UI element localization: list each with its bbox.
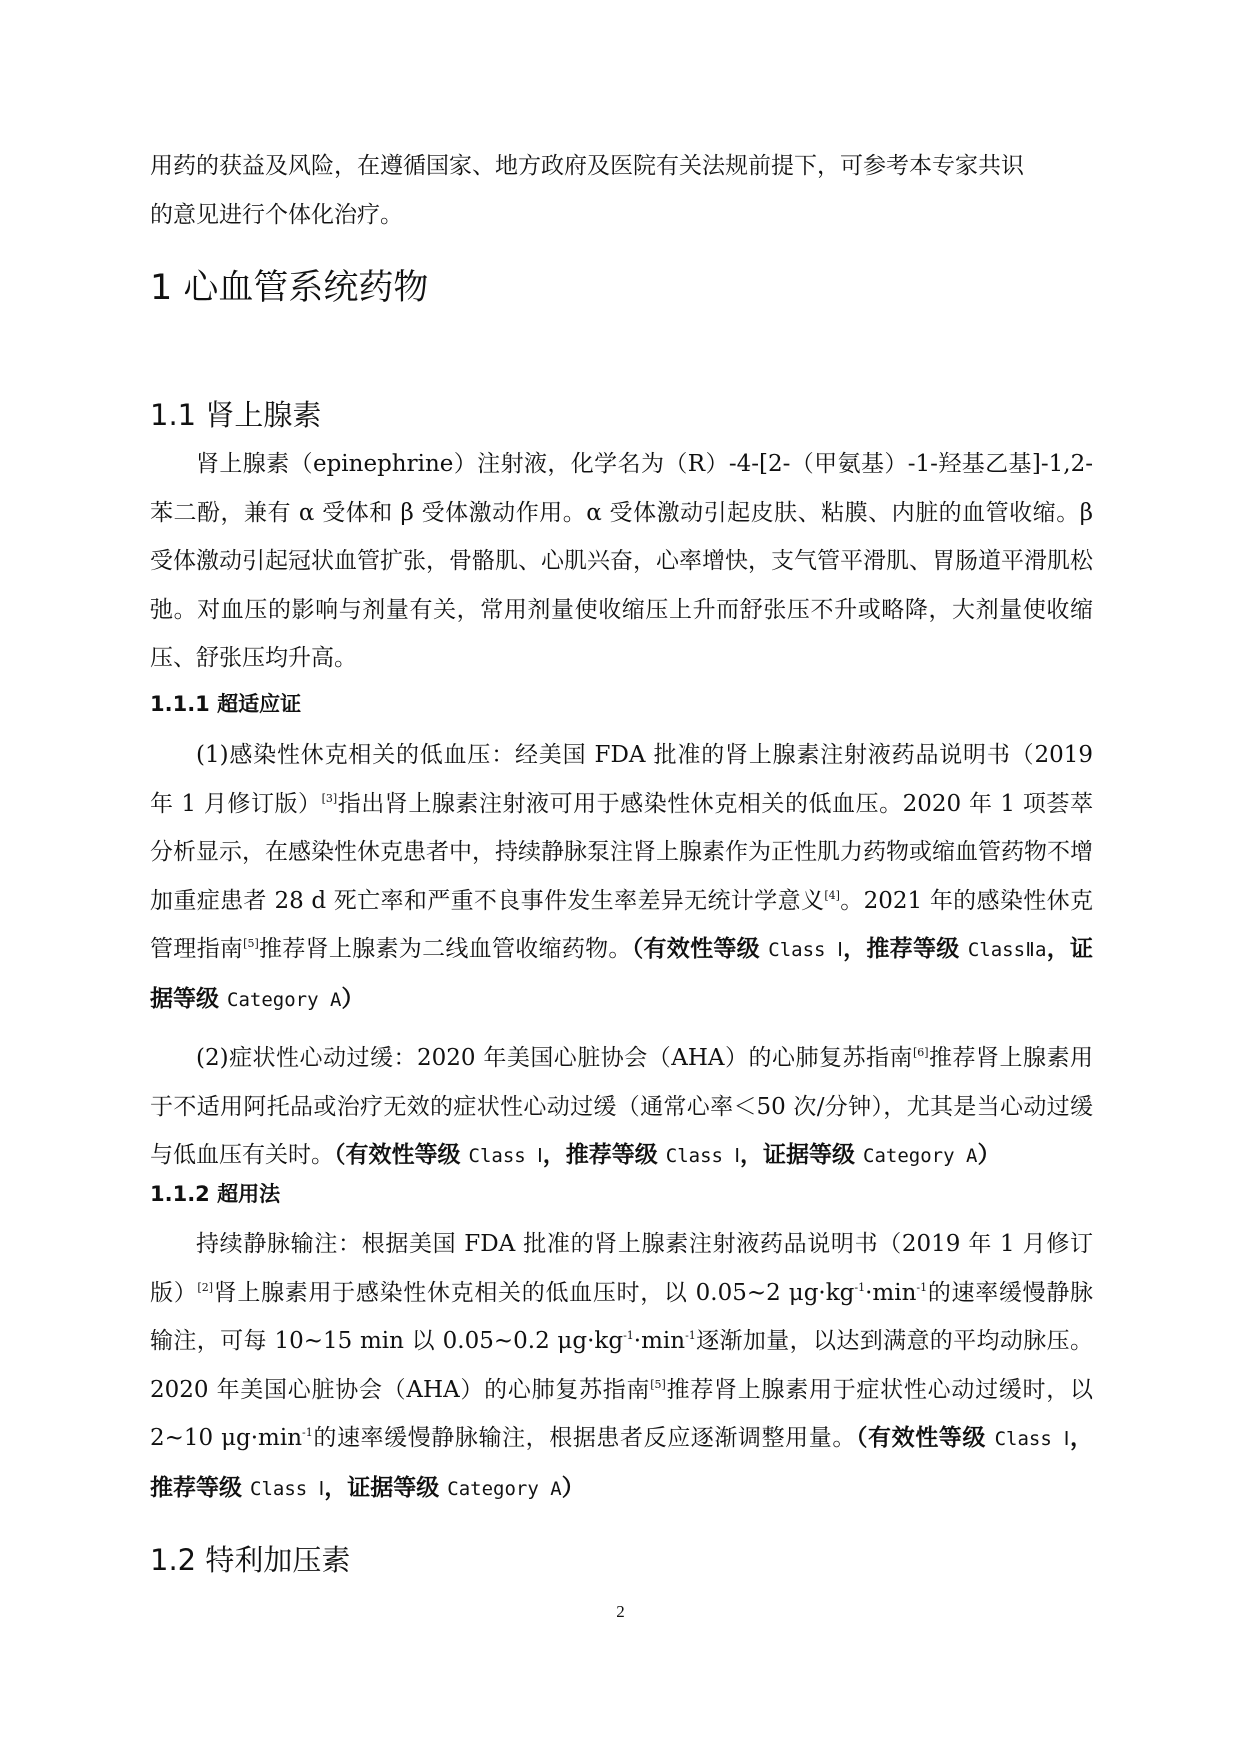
grade-value: Class Ⅰ [468, 1145, 543, 1167]
grade-text: ） [977, 1141, 1001, 1168]
grade-value: Class Ⅰ [665, 1145, 741, 1167]
unit-exponent: -1 [302, 1426, 313, 1439]
citation-ref: [4] [824, 888, 840, 902]
citation-ref: [6] [912, 1046, 929, 1059]
grade-value: Category A [227, 988, 342, 1011]
section-1-1-1-heading [150, 690, 1093, 718]
unit-exponent: -1 [623, 1329, 634, 1342]
subsubsection-title: 1.1.2 超用法 [150, 1182, 281, 1206]
grade-value: Category A [447, 1477, 562, 1500]
grade-text: ，证据等级 [740, 1141, 864, 1168]
grade-value: Class Ⅰ [250, 1477, 325, 1500]
citation-ref: [5] [243, 937, 259, 950]
subsection-title: 1.2 特利加压素 [150, 1543, 351, 1577]
grade-text: ） [341, 984, 365, 1012]
intro-line-2: 的意见进行个体化治疗。 [150, 201, 403, 228]
text-run: 的速率缓慢静脉输注，可每 10~15 min 以 0.05~0.2 μg·kg [150, 1279, 1094, 1354]
body-paragraph [150, 731, 1093, 1024]
grade-note [334, 1141, 1000, 1168]
grade-text: （有效性等级 [855, 1424, 995, 1451]
section-title: 1 心血管系统药物 [150, 268, 429, 308]
intro-line-1: 用药的获益及风险，在遵循国家、地方政府及医院有关法规前提下，可参考本专家共识 [150, 153, 1024, 179]
section-1-1-2-heading [150, 1180, 1093, 1208]
body-paragraph [150, 1034, 1093, 1181]
grade-text: ，推荐等级 [843, 935, 968, 962]
citation-ref: [2] [197, 1280, 213, 1294]
text-run: 。2021 年的感染性休克管理指南 [150, 887, 1093, 962]
citation-ref: [3] [321, 791, 338, 805]
subsubsection-title: 1.1.1 超适应证 [150, 692, 302, 716]
text-run: 推荐肾上腺素用于不适用阿托品或治疗无效的症状性心动过缓（通常心率＜50 次/分钟），尤其是当心动过缓与低血压有关时。 [150, 1045, 1094, 1168]
text-run: (1)感染性休克相关的低血压：经美国 FDA 批准的肾上腺素注射液药品说明书（2019 年 1 月修订版） [150, 742, 1093, 817]
page-number: 2 [616, 1602, 625, 1621]
septic-shock-indication [150, 731, 1093, 1024]
intro-paragraph [150, 142, 1093, 239]
grade-text: （有效性等级 [631, 935, 769, 962]
text-run: 肾上腺素用于感染性休克相关的低血压时，以 0.05~2 μg·kg [213, 1279, 855, 1306]
unit-exponent: -1 [916, 1280, 928, 1294]
grade-text: ，推荐等级 [150, 1424, 1093, 1501]
infusion-dosage [150, 1220, 1093, 1513]
unit-exponent: -1 [854, 1280, 866, 1294]
text-run: (2)症状性心动过缓：2020 年美国心脏协会（AHA）的心肺复苏指南 [196, 1045, 913, 1071]
text-run: 的速率缓慢静脉输注，根据患者反应逐渐调整用量。 [312, 1425, 856, 1451]
grade-text: （有效性等级 [334, 1141, 469, 1168]
grade-value: Category A [863, 1145, 978, 1167]
subsection-title: 1.1 肾上腺素 [150, 398, 322, 432]
text-run: ·min [633, 1328, 686, 1354]
body-paragraph [150, 1220, 1093, 1513]
body-paragraph: 肾上腺素（epinephrine）注射液，化学名为（R）-4-[2-（甲氨基）-1-羟基乙基]-1,2-苯二酚，兼有 α 受体和 β 受体激动作用。α 受体激动引起皮肤、粘膜、内脏的血管收缩。β 受体激动引起冠状血管扩张，骨骼肌、心肌兴奋，心率增快，支气管平滑肌、胃肠道平滑肌松弛。对血压的影响与剂量有关，常用剂量使收缩压上升而舒张压不升或略降，大剂量使收缩压、舒张压均升高。 [150, 451, 1093, 671]
epinephrine-description [150, 440, 1093, 683]
citation-ref: [5] [650, 1377, 666, 1391]
bradycardia-indication [150, 1034, 1093, 1181]
grade-text: ，证据等级 [150, 935, 1094, 1012]
grade-text: ） [561, 1473, 585, 1501]
section-1-2-heading [150, 1543, 1093, 1577]
text-run: 持续静脉输注：根据美国 FDA 批准的肾上腺素注射液药品说明书（2019 年 1 月修订版） [150, 1231, 1093, 1306]
unit-exponent: -1 [685, 1329, 696, 1342]
text-run: 指出肾上腺素注射液可用于感染性休克相关的低血压。2020 年 1 项荟萃分析显示，在感染性休克患者中，持续静脉泵注肾上腺素作为正性肌力药物或缩血管药物不增加重症患者 28 d 死亡率和严重不良事件发生率差异无统计学意义 [150, 790, 1093, 914]
text-run: 推荐肾上腺素为二线血管收缩药物。 [258, 936, 632, 962]
grade-text: ，推荐等级 [542, 1141, 666, 1168]
grade-text: ，证据等级 [324, 1473, 448, 1501]
section-1-1-heading [150, 398, 1093, 432]
section-1-heading [150, 268, 1093, 308]
grade-value: Class Ⅰ [994, 1428, 1070, 1450]
text-run: 推荐肾上腺素用于症状性心动过缓时，以 2~10 μg·min [150, 1376, 1094, 1451]
grade-value: Class Ⅰ [768, 939, 844, 961]
text-run: 逐渐加量，以达到满意的平均动脉压。2020 年美国心脏协会（AHA）的心肺复苏指南 [150, 1328, 1094, 1403]
text-run: ·min [865, 1279, 917, 1306]
grade-value: ClassⅡa [967, 939, 1047, 961]
